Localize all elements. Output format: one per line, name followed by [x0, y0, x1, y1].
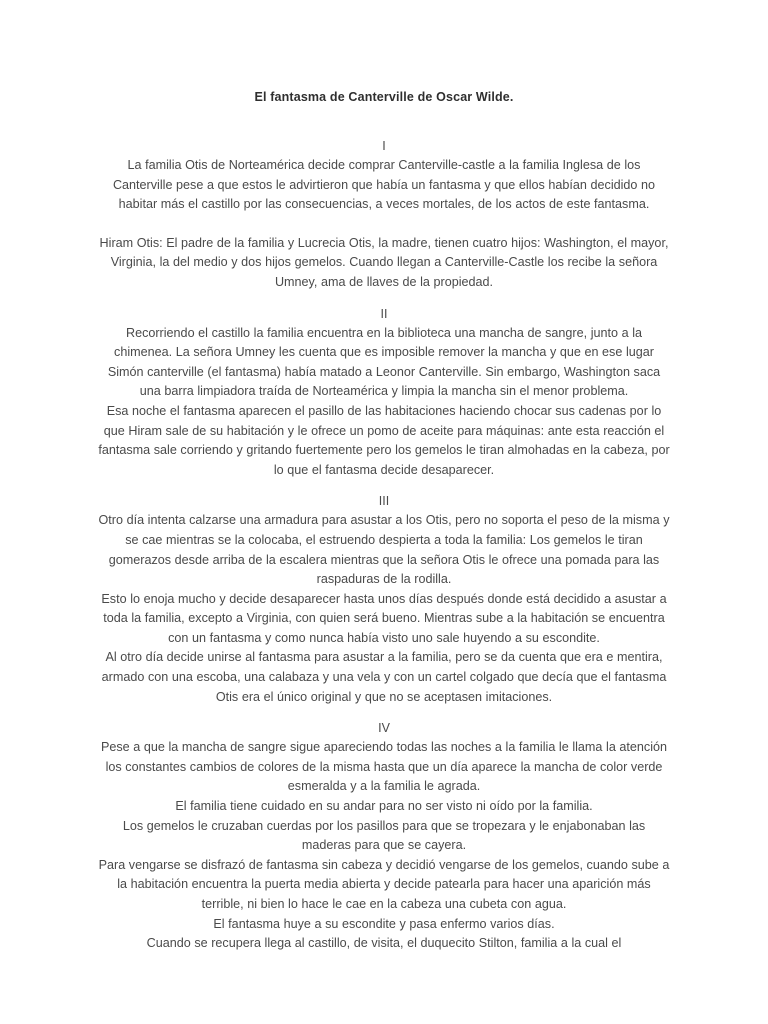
document-body — [98, 88, 670, 954]
section-3-paragraph-2: Esto lo enoja mucho y decide desaparecer hasta unos días después donde está decidido a asustar a toda la familia, excepto a Virginia, con quien será bueno. Mientras sube a la habitación se encuentra con un fantasma y como nunca había visto uno sale huyendo a su escondite. — [101, 591, 667, 645]
section-4-paragraph-1: Pese a que la mancha de sangre sigue apareciendo todas las noches a la familia le llama la atención los constantes cambios de colores de la misma hasta que un día aparece la mancha de color verde esmeralda y a la familia le agrada. — [100, 740, 668, 794]
section-3-paragraph-1: Otro día intenta calzarse una armadura para asustar a los Otis, pero no soporta el peso de la misma y se cae mientras se la colocaba, el estruendo despierta a toda la familia: Los gemelos le tiran gomerazos desde arriba de la escalera mientras que la señora Otis le ofrece una pomada para las raspaduras de la rodilla. — [98, 513, 670, 587]
section-4-paragraph-4: Para vengarse se disfrazó de fantasma sin cabeza y decidió vengarse de los gemelos, cuando sube a la habitación encuentra la puerta media abierta y decide patearla para hacer una aparición más terrible, ni bien lo hace le cae en la cabeza una cubeta con agua. — [98, 857, 670, 911]
section-4-paragraph-2: El familia tiene cuidado en su andar para no ser visto ni oído por la familia. — [175, 799, 593, 814]
section-3-paragraph-3: Al otro día decide unirse al fantasma para asustar a la familia, pero se da cuenta que era e mentira, armado con una escoba, una calabaza y una vela y con un cartel colgado que decía que el fantasma Otis era el único original y que no se aceptasen imitaciones. — [101, 650, 667, 704]
section-4-paragraph-5: El fantasma huye a su escondite y pasa enfermo varios días. — [213, 916, 555, 931]
section-4 — [98, 707, 670, 954]
title-spacer — [98, 106, 670, 125]
section-2-paragraph-1: Recorriendo el castillo la familia encuentra en la biblioteca una mancha de sangre, junto a la chimenea. La señora Umney les cuenta que es imposible remover la mancha y que en ese lugar Simón canterville (el fantasma) había matado a Leonor Canterville. Sin embargo, Washington saca una barra limpiadora traída de Norteamérica y limpia la mancha sin el menor problema. — [107, 325, 661, 399]
section-3 — [98, 480, 670, 707]
section-2 — [98, 293, 670, 481]
section-1-paragraph-1: La familia Otis de Norteamérica decide comprar Canterville-castle a la familia Inglesa de los Canterville pese a que estos le advirtieron que había un fantasma y que ellos habían decidido no habitar más el castillo por las consecuencias, a veces mortales, de los actos de este fantasma. — [112, 158, 656, 212]
section-1-number: I — [382, 139, 386, 153]
page-title: El fantasma de Canterville de Oscar Wilde. — [254, 90, 514, 104]
section-4-number: IV — [378, 721, 390, 736]
section-4-paragraph-3: Los gemelos le cruzaban cuerdas por los pasillos para que se tropezara y le enjabonaban las maderas para que se cayera. — [122, 818, 646, 853]
section-1 — [98, 125, 670, 293]
section-2-number: II — [380, 306, 388, 321]
section-1-paragraph-2: Hiram Otis: El padre de la familia y Lucrecia Otis, la madre, tienen cuatro hijos: Washington, el mayor, Virginia, la del medio y dos hijos gemelos. Cuando llegan a Canterville-Castle los recibe la señora Umney, ama de llaves de la propiedad. — [99, 235, 669, 289]
section-4-paragraph-6: Cuando se recupera llega al castillo, de visita, el duquecito Stilton, familia a la cual el — [146, 936, 622, 951]
section-1-paragraph-gap — [98, 215, 670, 234]
section-2-paragraph-2: Esa noche el fantasma aparecen el pasillo de las habitaciones haciendo chocar sus cadenas por lo que Hiram sale de su habitación y le ofrece un pomo de aceite para máquinas: ante esta reacción el fantasma sale corriendo y gritando fuertemente pero los gemelos le tiran almohadas en la cabeza, por lo que el fantasma decide desaparecer. — [98, 403, 670, 477]
section-3-number: III — [378, 494, 390, 509]
